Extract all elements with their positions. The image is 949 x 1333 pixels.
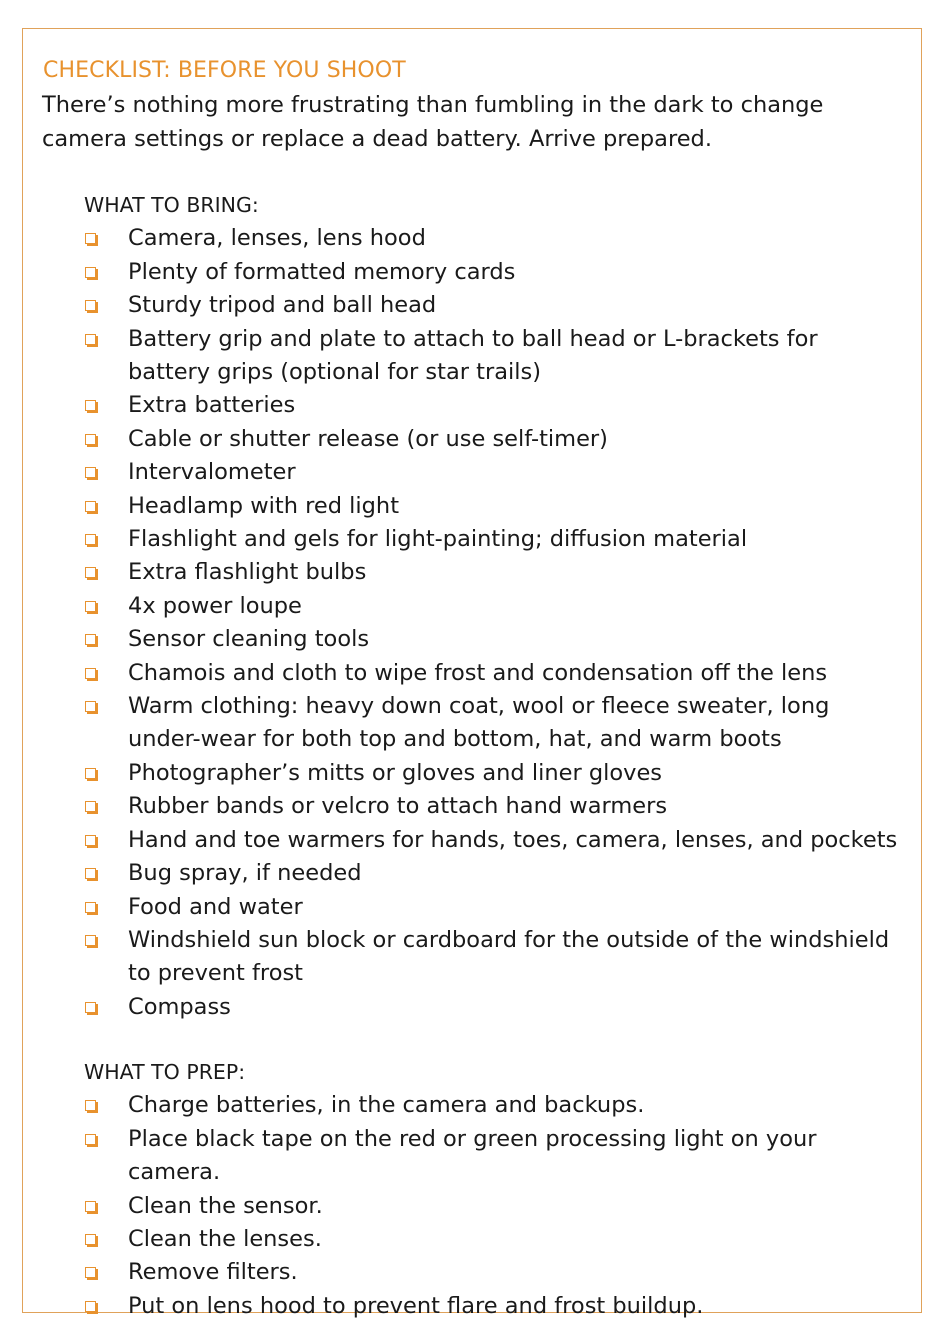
checkbox-icon[interactable] bbox=[85, 768, 96, 779]
checkbox-icon[interactable] bbox=[85, 1100, 96, 1111]
checklist-item bbox=[84, 590, 904, 623]
checklist-item bbox=[84, 891, 904, 924]
page-title: CHECKLIST: BEFORE YOU SHOOT bbox=[43, 58, 406, 83]
checklist-item bbox=[84, 1290, 904, 1323]
checklist-item bbox=[84, 1190, 904, 1223]
checklist-item-text: Headlamp with red light bbox=[128, 492, 400, 519]
checklist-item-text: Compass bbox=[128, 993, 231, 1020]
checklist-item-text: Clean the lenses. bbox=[128, 1226, 322, 1253]
checklist-item-text: Remove filters. bbox=[128, 1259, 298, 1286]
checkbox-icon[interactable] bbox=[85, 1201, 96, 1212]
checklist-item-text: Photographer’s mitts or gloves and liner gloves bbox=[128, 759, 663, 786]
checkbox-icon[interactable] bbox=[85, 801, 96, 812]
checkbox-icon[interactable] bbox=[85, 1134, 96, 1145]
checklist-item bbox=[84, 456, 904, 489]
checkbox-icon[interactable] bbox=[85, 334, 96, 345]
checklist-item-text: Sturdy tripod and ball head bbox=[128, 292, 437, 319]
checklist-item bbox=[84, 657, 904, 690]
checklist-item-text: Extra batteries bbox=[128, 392, 296, 419]
checkbox-icon[interactable] bbox=[85, 300, 96, 311]
checkbox-icon[interactable] bbox=[85, 501, 96, 512]
checkbox-icon[interactable] bbox=[85, 567, 96, 578]
checkbox-icon[interactable] bbox=[85, 601, 96, 612]
checklist-item bbox=[84, 757, 904, 790]
checkbox-icon[interactable] bbox=[85, 1267, 96, 1278]
checklist-item-text: Charge batteries, in the camera and backups. bbox=[128, 1092, 645, 1119]
checkbox-icon[interactable] bbox=[85, 233, 96, 244]
checklist-item-text: Battery grip and plate to attach to ball head or L-brackets for battery grips (optional for star trails) bbox=[128, 325, 818, 386]
checklist-item-text: 4x power loupe bbox=[128, 592, 302, 619]
checkbox-icon[interactable] bbox=[85, 668, 96, 679]
checkbox-icon[interactable] bbox=[85, 634, 96, 645]
intro-paragraph: There’s nothing more frustrating than fumbling in the dark to change camera settings or replace a dead battery. Arrive prepared. bbox=[42, 92, 824, 152]
checklist-item bbox=[84, 389, 904, 422]
checklist-item-text: Camera, lenses, lens hood bbox=[128, 225, 426, 252]
checklist-item bbox=[84, 824, 904, 857]
checkbox-icon[interactable] bbox=[85, 267, 96, 278]
checklist-item-text: Chamois and cloth to wipe frost and condensation off the lens bbox=[128, 659, 828, 686]
checklist-item bbox=[84, 323, 904, 390]
checklist-item-text: Flashlight and gels for light-painting; diffusion material bbox=[128, 526, 748, 553]
checklist-item bbox=[84, 623, 904, 656]
checklist-item-text: Windshield sun block or cardboard for the outside of the windshield to prevent frost bbox=[128, 926, 890, 987]
checklist-item-text: Intervalometer bbox=[128, 459, 296, 486]
checklist-item-text: Rubber bands or velcro to attach hand warmers bbox=[128, 793, 668, 820]
checklist-item bbox=[84, 222, 904, 255]
checklist-item bbox=[84, 1256, 904, 1289]
bring-list bbox=[84, 222, 904, 1024]
checklist-item bbox=[84, 289, 904, 322]
checklist-item-text: Put on lens hood to prevent flare and frost buildup. bbox=[128, 1292, 704, 1319]
prep-heading: WHAT TO PREP: bbox=[84, 1060, 246, 1084]
checkbox-icon[interactable] bbox=[85, 534, 96, 545]
checkbox-icon[interactable] bbox=[85, 1002, 96, 1013]
checklist-item-text: Extra flashlight bulbs bbox=[128, 559, 367, 586]
checkbox-icon[interactable] bbox=[85, 835, 96, 846]
checkbox-icon[interactable] bbox=[85, 467, 96, 478]
bring-section bbox=[84, 189, 904, 1024]
checklist-item-text: Sensor cleaning tools bbox=[128, 626, 370, 653]
checklist-item bbox=[84, 857, 904, 890]
checklist-item bbox=[84, 924, 904, 991]
checkbox-icon[interactable] bbox=[85, 1234, 96, 1245]
prep-list bbox=[84, 1089, 904, 1323]
checkbox-icon[interactable] bbox=[85, 935, 96, 946]
checklist-item-text: Warm clothing: heavy down coat, wool or fleece sweater, long under-wear for both top and bottom, hat, and warm boots bbox=[128, 693, 830, 753]
checklist-item bbox=[84, 790, 904, 823]
prep-section bbox=[84, 1056, 904, 1323]
checklist-item bbox=[84, 523, 904, 556]
checkbox-icon[interactable] bbox=[85, 400, 96, 411]
checklist-item bbox=[84, 1123, 904, 1190]
checkbox-icon[interactable] bbox=[85, 1301, 96, 1312]
checkbox-icon[interactable] bbox=[85, 701, 96, 712]
checklist-item-text: Bug spray, if needed bbox=[128, 860, 362, 887]
checklist-item-text: Clean the sensor. bbox=[128, 1192, 323, 1219]
checklist-item bbox=[84, 256, 904, 289]
checklist-item bbox=[84, 1089, 904, 1122]
checkbox-icon[interactable] bbox=[85, 868, 96, 879]
checklist-item bbox=[84, 556, 904, 589]
checklist-item bbox=[84, 490, 904, 523]
bring-heading: WHAT TO BRING: bbox=[84, 193, 259, 217]
checklist-item bbox=[84, 690, 904, 757]
checklist-item-text: Food and water bbox=[128, 893, 303, 920]
checklist-item bbox=[84, 991, 904, 1024]
checklist-item bbox=[84, 423, 904, 456]
checklist-item-text: Plenty of formatted memory cards bbox=[128, 258, 516, 285]
checkbox-icon[interactable] bbox=[85, 902, 96, 913]
checkbox-icon[interactable] bbox=[85, 434, 96, 445]
checklist-item bbox=[84, 1223, 904, 1256]
checklist-item-text: Place black tape on the red or green processing light on your camera. bbox=[128, 1125, 817, 1186]
checklist-item-text: Cable or shutter release (or use self-timer) bbox=[128, 425, 608, 452]
checklist-item-text: Hand and toe warmers for hands, toes, camera, lenses, and pockets bbox=[128, 826, 898, 853]
